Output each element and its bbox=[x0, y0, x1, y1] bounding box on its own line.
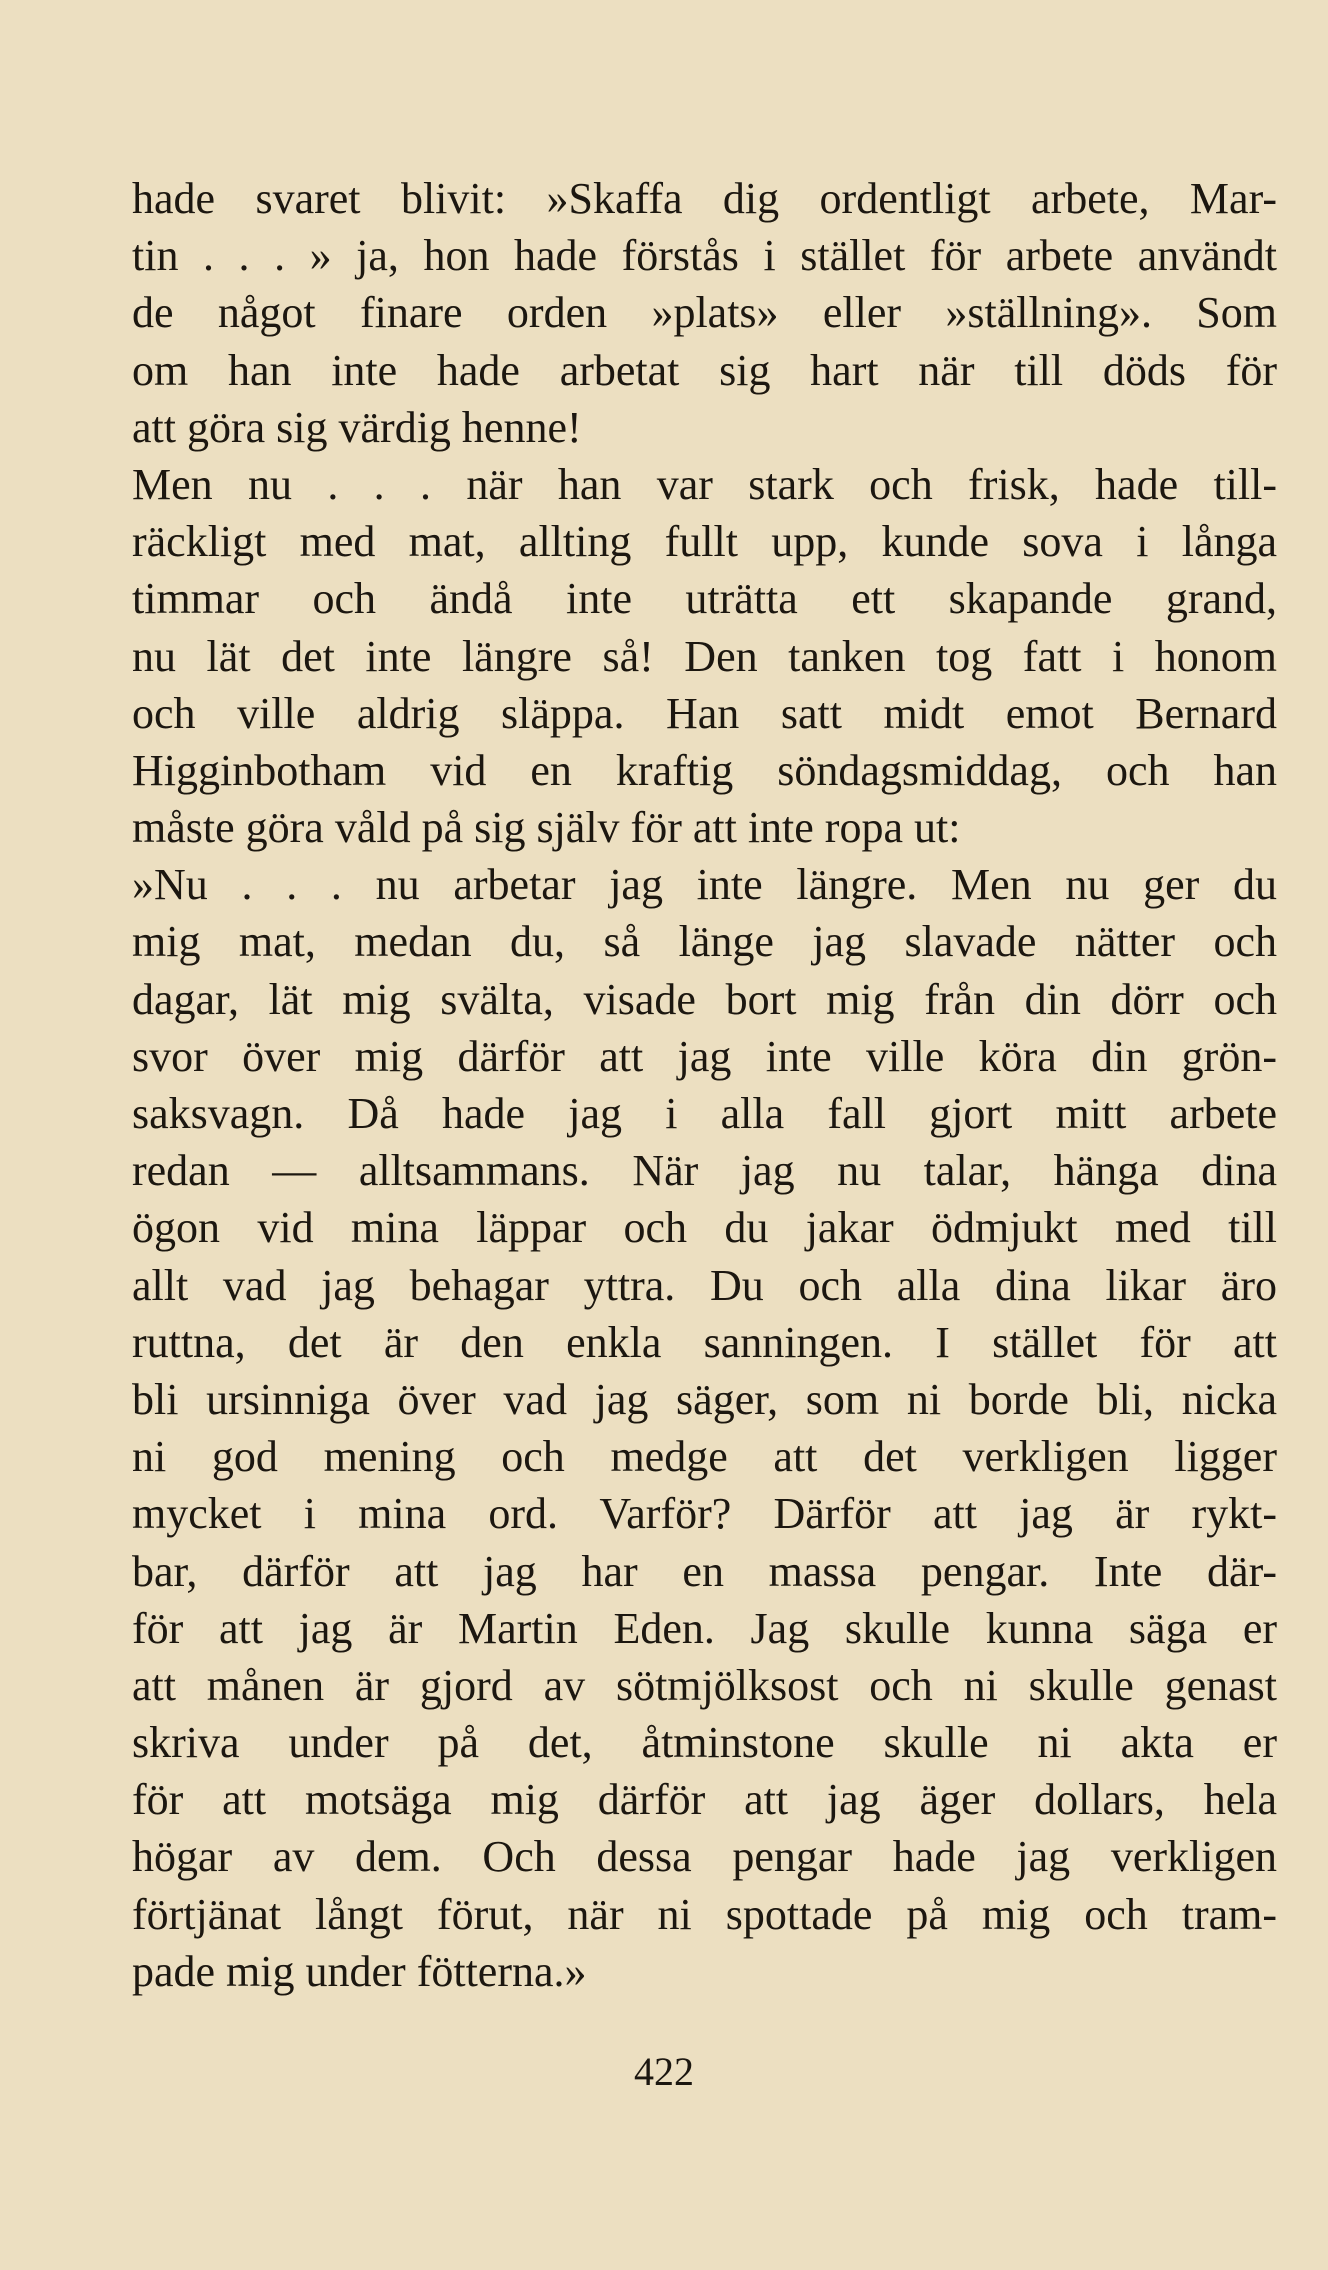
body-text bbox=[132, 170, 1277, 2000]
page-number: 422 bbox=[634, 2049, 694, 2094]
text-line: dagar, lät mig svälta, visade bort mig från din dörr och bbox=[132, 974, 1277, 1024]
text-line: nu lät det inte längre så! Den tanken tog fatt i honom bbox=[132, 631, 1277, 681]
text-line: allt vad jag behagar yttra. Du och alla dina likar äro bbox=[132, 1260, 1277, 1310]
text-line: bli ursinniga över vad jag säger, som ni borde bli, nicka bbox=[132, 1374, 1277, 1424]
text-line: Higginbotham vid en kraftig söndagsmiddag, och han bbox=[132, 745, 1277, 795]
text-line: ögon vid mina läppar och du jakar ödmjukt med till bbox=[132, 1203, 1277, 1253]
text-line: bar, därför att jag har en massa pengar. Inte där- bbox=[132, 1546, 1277, 1596]
text-line: ruttna, det är den enkla sanningen. I stället för att bbox=[132, 1317, 1277, 1367]
text-line: högar av dem. Och dessa pengar hade jag verkligen bbox=[132, 1832, 1277, 1882]
text-line: att göra sig värdig henne! bbox=[132, 402, 582, 452]
text-line: saksvagn. Då hade jag i alla fall gjort mitt arbete bbox=[132, 1089, 1277, 1138]
text-line: och ville aldrig släppa. Han satt midt emot Bernard bbox=[132, 688, 1277, 738]
text-line: skriva under på det, åtminstone skulle ni akta er bbox=[132, 1718, 1277, 1768]
text-line: redan — alltsammans. När jag nu talar, hänga dina bbox=[132, 1146, 1277, 1196]
text-line: pade mig under fötterna.» bbox=[132, 1946, 587, 1996]
text-line: »Nu . . . nu arbetar jag inte längre. Men nu ger du bbox=[132, 860, 1277, 910]
text-line: de något finare orden »plats» eller »ställning». Som bbox=[132, 288, 1277, 338]
text-line: räckligt med mat, allting fullt upp, kunde sova i långa bbox=[132, 517, 1277, 567]
text-line: hade svaret blivit: »Skaffa dig ordentligt arbete, Mar- bbox=[132, 174, 1277, 223]
text-line: Men nu . . . när han var stark och frisk, hade till- bbox=[132, 459, 1277, 509]
text-line: förtjänat långt förut, när ni spottade på mig och tram- bbox=[132, 1889, 1277, 1939]
text-line: ni god mening och medge att det verkligen ligger bbox=[132, 1432, 1277, 1482]
text-line: att månen är gjord av sötmjölksost och ni skulle genast bbox=[132, 1660, 1277, 1710]
text-line: för att motsäga mig därför att jag äger dollars, hela bbox=[132, 1775, 1277, 1825]
text-line: svor över mig därför att jag inte ville köra din grön- bbox=[132, 1031, 1277, 1081]
text-line: mig mat, medan du, så länge jag slavade nätter och bbox=[132, 917, 1277, 967]
text-line: måste göra våld på sig själv för att inte ropa ut: bbox=[132, 803, 961, 853]
text-line: tin . . . » ja, hon hade förstås i stället för arbete användt bbox=[132, 231, 1277, 281]
text-line: om han inte hade arbetat sig hart när till döds för bbox=[132, 345, 1277, 395]
text-line: timmar och ändå inte uträtta ett skapande grand, bbox=[132, 574, 1277, 624]
text-line: för att jag är Martin Eden. Jag skulle kunna säga er bbox=[132, 1603, 1277, 1653]
text-line: mycket i mina ord. Varför? Därför att jag är rykt- bbox=[132, 1489, 1277, 1539]
